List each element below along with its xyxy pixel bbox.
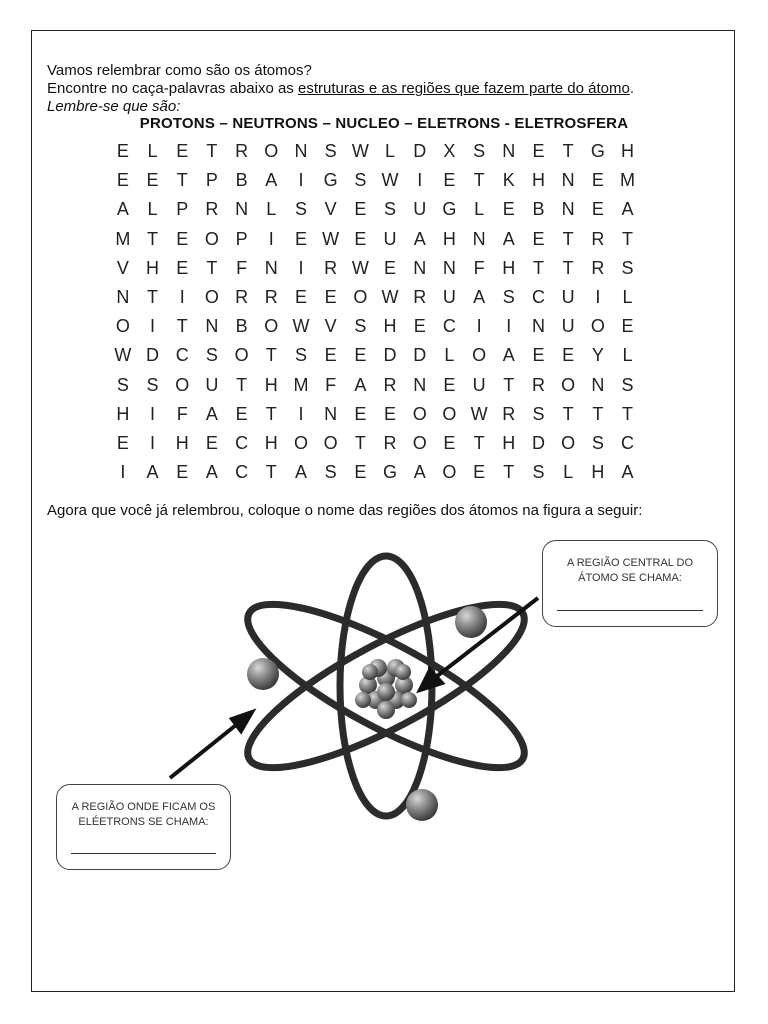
grid-letter[interactable]: E [235,403,248,424]
electron-top-right [455,606,487,638]
grid-letter[interactable]: E [324,286,337,307]
grid-letter[interactable]: L [474,199,485,220]
grid-letter[interactable]: A [265,170,278,191]
grid-letter[interactable]: N [413,374,427,395]
grid-letter[interactable]: N [561,170,575,191]
arrow-to-electrosphere [170,721,241,778]
grid-letter[interactable]: T [265,345,277,366]
grid-letter[interactable]: H [264,374,278,395]
grid-letter[interactable]: E [562,345,575,366]
grid-letter[interactable]: D [383,345,397,366]
grid-letter[interactable]: R [235,141,249,161]
grid-letter[interactable]: L [622,286,633,307]
grid-letter[interactable]: M [620,170,636,191]
grid-letter[interactable]: C [531,286,545,307]
instruction-underlined-text: estruturas e as regiões que fazem parte do átomo [297,80,630,97]
grid-letter[interactable]: R [383,432,397,453]
grid-letter[interactable]: E [502,199,515,220]
grid-letter[interactable]: C [621,432,635,453]
grid-letter[interactable]: G [323,170,338,191]
grid-letter[interactable]: E [116,141,129,161]
grid-letter[interactable]: G [442,199,457,220]
grid-letter[interactable]: L [147,199,158,220]
grid-letter[interactable]: R [531,374,545,395]
grid-letter[interactable]: T [562,403,574,424]
grid-letter[interactable]: A [205,403,218,424]
grid-letter[interactable]: I [476,316,482,337]
grid-row [108,254,642,283]
grid-row [108,458,642,487]
grid-letter[interactable]: F [236,257,248,278]
grid-letter[interactable]: A [621,199,634,220]
intro-instruction [47,80,634,97]
grid-letter[interactable]: U [413,199,427,220]
grid-letter[interactable]: E [354,345,367,366]
grid-letter[interactable]: H [383,316,397,337]
grid-letter[interactable]: T [176,170,188,191]
grid-letter[interactable]: S [354,170,367,191]
word-list: PROTONS – NEUTRONS – NUCLEO – ELETRONS - ELETROSFERA [139,115,629,132]
grid-letter[interactable]: S [294,345,307,366]
grid-letter[interactable]: E [176,228,189,249]
grid-letter[interactable]: O [561,374,576,395]
grid-letter[interactable]: N [442,257,456,278]
grid-letter[interactable]: D [531,432,545,453]
grid-letter[interactable]: S [354,316,367,337]
grid-letter[interactable]: E [354,403,367,424]
grid-letter[interactable]: U [442,286,456,307]
grid-letter[interactable]: U [561,316,575,337]
grid-letter[interactable]: T [354,432,366,453]
grid-letter[interactable]: H [442,228,456,249]
grid-letter[interactable]: I [150,432,156,453]
grid-letter[interactable]: S [532,403,545,424]
grid-letter[interactable]: E [176,462,189,483]
grid-letter[interactable]: G [590,141,605,161]
grid-letter[interactable]: O [115,316,130,337]
grid-letter[interactable]: U [205,374,219,395]
grid-letter[interactable]: C [175,345,189,366]
grid-letter[interactable]: U [561,286,575,307]
nucleus-callout-label: A REGIÃO CENTRAL DO ÁTOMO SE CHAMA: [566,557,694,584]
grid-letter[interactable]: O [412,432,427,453]
grid-letter[interactable]: E [443,432,456,453]
grid-letter[interactable]: N [205,316,219,337]
grid-letter[interactable]: R [591,257,605,278]
grid-letter[interactable]: E [413,316,426,337]
grid-letter[interactable]: I [150,403,156,424]
grid-letter[interactable]: A [413,462,426,483]
grid-letter[interactable]: A [146,462,159,483]
grid-letter[interactable]: R [205,199,219,220]
instruction-text: Encontre no caça-palavras abaixo as [47,80,298,97]
grid-letter[interactable]: U [472,374,486,395]
grid-letter[interactable]: E [591,199,604,220]
grid-letter[interactable]: H [591,462,605,483]
grid-letter[interactable]: T [206,257,218,278]
grid-letter[interactable]: L [444,345,455,366]
grid-letter[interactable]: A [621,462,634,483]
grid-letter[interactable]: S [621,257,634,278]
grid-letter[interactable]: P [235,228,248,249]
grid-row [108,137,642,166]
grid-letter[interactable]: S [502,286,515,307]
grid-letter[interactable]: M [293,374,309,395]
grid-letter[interactable]: L [563,462,574,483]
instruction-period: . [629,80,635,97]
grid-letter[interactable]: O [561,432,576,453]
grid-letter[interactable]: O [353,286,368,307]
grid-letter[interactable]: B [532,199,545,220]
grid-letter[interactable]: O [175,374,190,395]
intro-question: Vamos relembrar como são os átomos? [47,62,312,79]
grid-letter[interactable]: E [354,228,367,249]
grid-letter[interactable]: V [116,257,129,278]
grid-letter[interactable]: S [324,462,337,483]
electron-left [247,658,279,690]
grid-letter[interactable]: E [443,170,456,191]
grid-letter[interactable]: B [235,170,248,191]
grid-letter[interactable]: W [114,345,132,366]
grid-letter[interactable]: N [472,228,486,249]
grid-letter[interactable]: H [502,432,516,453]
grid-letter[interactable]: R [502,403,516,424]
grid-letter[interactable]: N [116,286,130,307]
grid-letter[interactable]: I [179,286,185,307]
grid-letter[interactable]: D [413,345,427,366]
grid-letter[interactable]: L [385,141,396,161]
grid-letter[interactable]: V [324,199,337,220]
grid-letter[interactable]: L [147,141,158,161]
electron-bottom [406,789,438,821]
grid-letter[interactable]: E [176,141,189,161]
grid-letter[interactable]: I [150,316,156,337]
grid-letter[interactable]: S [146,374,159,395]
grid-letter[interactable]: V [324,316,337,337]
grid-letter[interactable]: T [147,286,159,307]
grid-letter[interactable]: T [265,403,277,424]
grid-letter[interactable]: R [235,286,249,307]
grid-letter[interactable]: E [294,286,307,307]
grid-row [108,400,642,429]
grid-letter[interactable]: H [116,403,130,424]
grid-letter[interactable]: O [234,345,249,366]
grid-letter[interactable]: T [592,403,604,424]
grid-letter[interactable]: E [146,170,159,191]
grid-letter[interactable]: A [473,286,486,307]
grid-letter[interactable]: I [298,170,304,191]
grid-letter[interactable]: Y [591,345,604,366]
grid-letter[interactable]: S [324,141,337,161]
grid-letter[interactable]: H [531,170,545,191]
grid-row [108,312,642,341]
grid-letter[interactable]: R [383,374,397,395]
grid-letter[interactable]: E [294,228,307,249]
grid-letter[interactable]: R [264,286,278,307]
grid-letter[interactable]: R [591,228,605,249]
figure-instruction: Agora que você já relembrou, coloque o nome das regiões dos átomos na figura a seguir: [47,502,643,519]
grid-letter[interactable]: F [473,257,485,278]
grid-letter[interactable]: T [622,403,634,424]
grid-letter[interactable]: G [383,462,398,483]
grid-letter[interactable]: E [116,432,129,453]
grid-letter[interactable]: O [323,432,338,453]
grid-letter[interactable]: A [116,199,129,220]
grid-row [108,429,642,458]
grid-letter[interactable]: W [292,316,310,337]
grid-letter[interactable]: A [205,462,218,483]
grid-letter[interactable]: A [354,374,367,395]
grid-letter[interactable]: I [506,316,512,337]
grid-letter[interactable]: R [324,257,338,278]
electrosphere-callout-label: A REGIÃO ONDE FICAM OS ELÉETRONS SE CHAMA: [71,801,216,828]
grid-letter[interactable]: O [442,403,457,424]
grid-letter[interactable]: T [622,228,634,249]
grid-letter[interactable]: C [235,462,249,483]
grid-letter[interactable]: T [562,228,574,249]
nucleus [355,659,417,719]
grid-letter[interactable]: W [381,286,399,307]
grid-letter[interactable]: S [384,199,397,220]
grid-letter[interactable]: E [116,170,129,191]
grid-letter[interactable]: O [204,228,219,249]
grid-letter[interactable]: X [443,141,456,161]
grid-letter[interactable]: N [294,141,308,161]
grid-letter[interactable]: I [120,462,126,483]
grid-letter[interactable]: M [115,228,131,249]
grid-letter[interactable]: E [621,316,634,337]
grid-letter[interactable]: A [502,228,515,249]
grid-letter[interactable]: O [472,345,487,366]
grid-letter[interactable]: I [595,286,601,307]
grid-letter[interactable]: U [383,228,397,249]
grid-letter[interactable]: T [562,141,574,161]
grid-letter[interactable]: T [265,462,277,483]
grid-letter[interactable]: O [590,316,605,337]
grid-letter[interactable]: T [503,462,515,483]
grid-letter[interactable]: A [413,228,426,249]
grid-letter[interactable]: S [116,374,129,395]
grid-letter[interactable]: N [264,257,278,278]
grid-letter[interactable]: T [236,374,248,395]
word-search-grid [108,137,642,487]
grid-letter[interactable]: E [532,141,545,161]
grid-letter[interactable]: E [176,257,189,278]
grid-letter[interactable]: H [502,257,516,278]
grid-letter[interactable]: D [146,345,160,366]
grid-letter[interactable]: O [442,462,457,483]
grid-letter[interactable]: D [413,141,427,161]
grid-letter[interactable]: N [235,199,249,220]
grid-letter[interactable]: F [325,374,337,395]
nucleus-answer-line[interactable] [557,610,703,611]
grid-row [108,341,642,370]
grid-letter[interactable]: I [417,170,423,191]
grid-letter[interactable]: O [264,316,279,337]
grid-letter[interactable]: P [205,170,218,191]
grid-letter[interactable]: S [205,345,218,366]
grid-letter[interactable]: W [381,170,399,191]
grid-letter[interactable]: A [502,345,515,366]
grid-letter[interactable]: H [264,432,278,453]
grid-letter[interactable]: E [532,228,545,249]
grid-letter[interactable]: A [294,462,307,483]
grid-letter[interactable]: E [473,462,486,483]
grid-letter[interactable]: E [384,403,397,424]
grid-letter[interactable]: S [532,462,545,483]
grid-letter[interactable]: T [473,170,485,191]
grid-row [108,371,642,400]
grid-letter[interactable]: C [442,316,456,337]
grid-letter[interactable]: O [412,403,427,424]
grid-letter[interactable]: R [413,286,427,307]
grid-letter[interactable]: B [235,316,248,337]
grid-letter[interactable]: I [268,228,274,249]
grid-letter[interactable]: P [176,199,189,220]
grid-row [108,166,642,195]
electrosphere-callout [56,784,231,870]
grid-letter[interactable]: E [532,345,545,366]
reminder-label: Lembre-se que são: [47,98,181,115]
grid-letter[interactable]: S [591,432,604,453]
grid-letter[interactable]: T [562,257,574,278]
grid-letter[interactable]: E [354,199,367,220]
grid-letter[interactable]: E [443,374,456,395]
grid-letter[interactable]: N [502,141,516,161]
grid-letter[interactable]: O [204,286,219,307]
electrosphere-answer-line[interactable] [71,853,216,854]
grid-letter[interactable]: L [266,199,277,220]
grid-letter[interactable]: E [591,170,604,191]
grid-letter[interactable]: N [413,257,427,278]
grid-letter[interactable]: E [384,257,397,278]
grid-letter[interactable]: O [264,141,279,161]
grid-letter[interactable]: H [146,257,160,278]
grid-letter[interactable]: S [621,374,634,395]
grid-letter[interactable]: T [206,141,218,161]
grid-letter[interactable]: E [354,462,367,483]
grid-letter[interactable]: N [324,403,338,424]
grid-letter[interactable]: W [470,403,488,424]
grid-letter[interactable]: S [294,199,307,220]
grid-letter[interactable]: H [175,432,189,453]
grid-letter[interactable]: E [324,345,337,366]
grid-letter[interactable]: T [503,374,515,395]
grid-letter[interactable]: C [235,432,249,453]
grid-letter[interactable]: E [205,432,218,453]
grid-letter[interactable]: W [322,228,340,249]
grid-letter[interactable]: K [502,170,515,191]
grid-letter[interactable]: N [591,374,605,395]
grid-letter[interactable]: O [293,432,308,453]
grid-letter[interactable]: I [298,257,304,278]
grid-row [108,225,642,254]
grid-letter[interactable]: T [532,257,544,278]
nucleus-callout [542,540,718,627]
grid-letter[interactable]: L [622,345,633,366]
grid-letter[interactable]: T [147,228,159,249]
grid-letter[interactable]: I [298,403,304,424]
grid-row [108,283,642,312]
grid-letter[interactable]: N [531,316,545,337]
grid-letter[interactable]: N [561,199,575,220]
grid-letter[interactable]: W [351,141,369,161]
grid-letter[interactable]: T [473,432,485,453]
grid-row [108,195,642,224]
grid-letter[interactable]: F [176,403,188,424]
grid-letter[interactable]: H [621,141,635,161]
grid-letter[interactable]: S [473,141,486,161]
grid-letter[interactable]: T [176,316,188,337]
grid-letter[interactable]: W [351,257,369,278]
